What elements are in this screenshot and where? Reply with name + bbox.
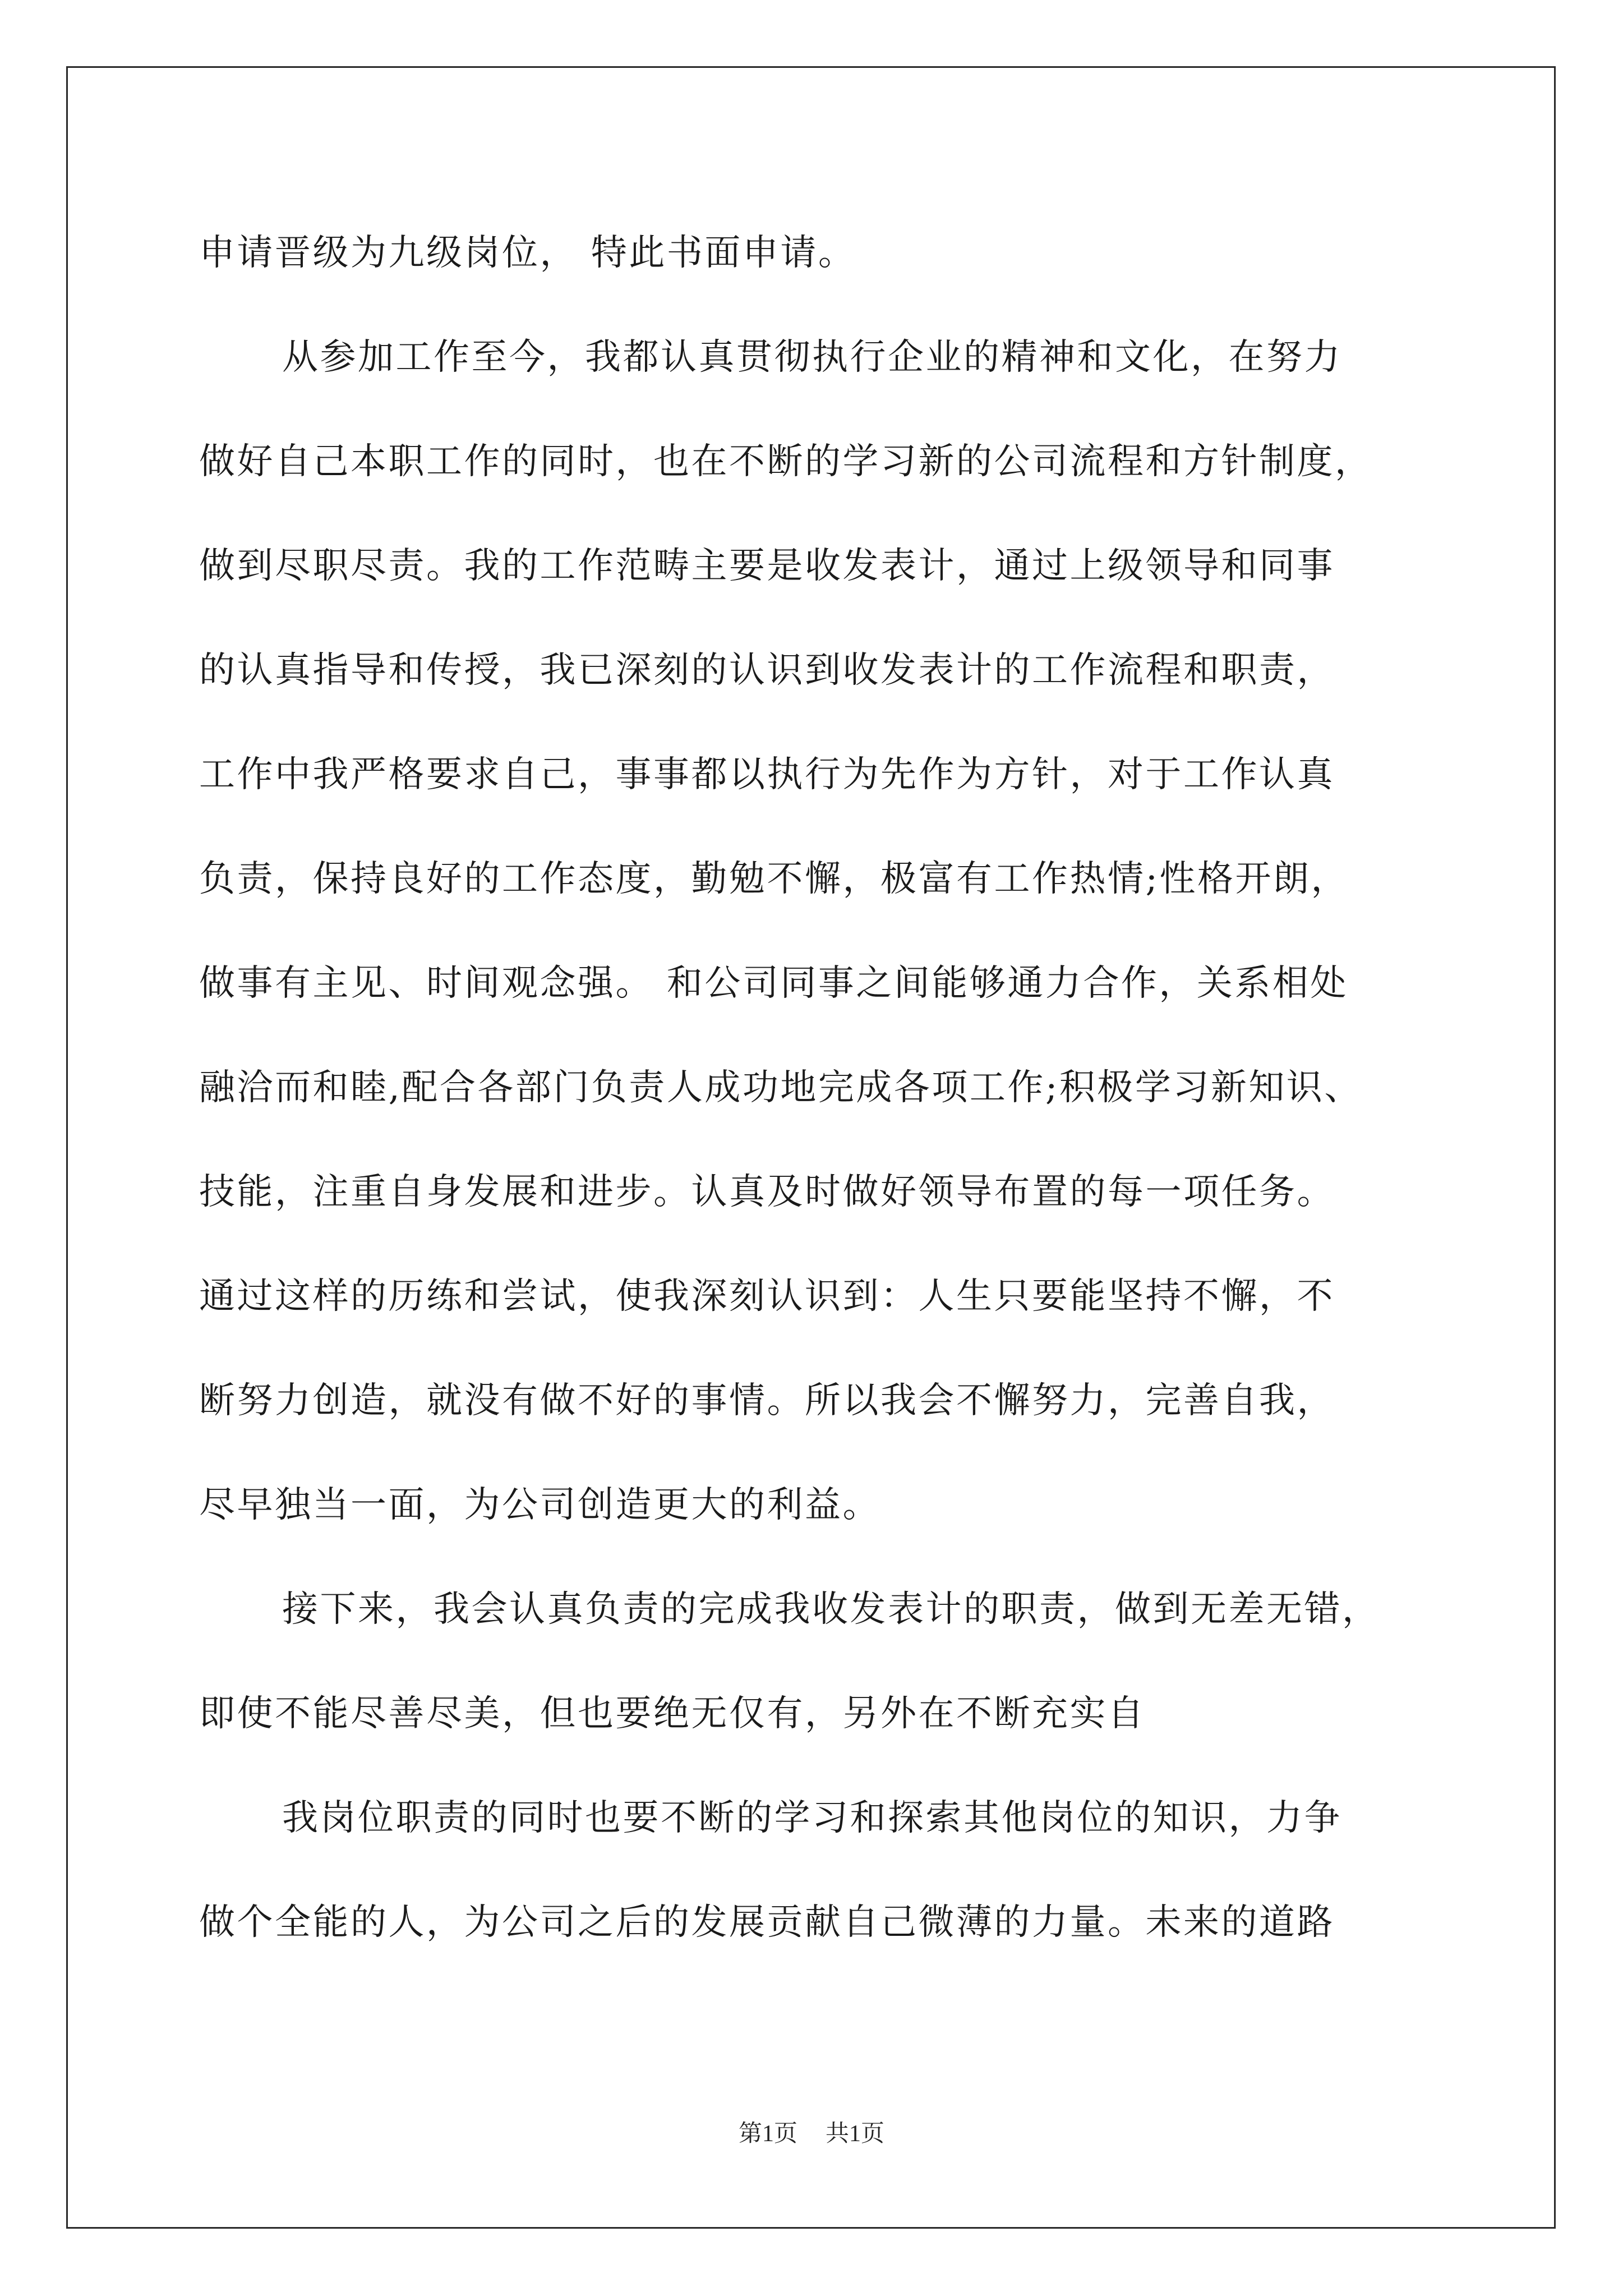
text-line-17: 做个全能的人，为公司之后的发展贡献自己微薄的力量。未来的道路 [199,1902,1335,1943]
text-line-12: 断努力创造，就没有做不好的事情。所以我会不懈努力，完善自我， [199,1380,1335,1421]
text-line-9: 融洽而和睦,配合各部门负责人成功地完成各项工作;积极学习新知识、 [199,1067,1362,1108]
text-line-13: 尽早独当一面，为公司创造更大的利益。 [199,1484,880,1526]
text-line-15: 即使不能尽善尽美，但也要绝无仅有，另外在不断充实自 [199,1693,1146,1734]
text-line-11: 通过这样的历练和尝试，使我深刻认识到：人生只要能坚持不懈，不 [199,1276,1335,1317]
text-line-8: 做事有主见、时间观念强。 和公司同事之间能够通力合作，关系相处 [199,963,1348,1004]
text-line-10: 技能，注重自身发展和进步。认真及时做好领导布置的每一项任务。 [199,1171,1335,1213]
text-line-16: 我岗位职责的同时也要不断的学习和探索其他岗位的知识，力争 [282,1797,1342,1839]
page-number-total: 共1页 [826,2121,885,2147]
text-line-14: 接下来，我会认真负责的完成我收发表计的职责，做到无差无错， [282,1589,1380,1630]
text-line-3: 做好自己本职工作的同时，也在不断的学习新的公司流程和方针制度， [199,441,1373,482]
document-body [199,201,1455,1975]
text-line-2: 从参加工作至今，我都认真贯彻执行企业的精神和文化，在努力 [282,337,1342,378]
text-line-1: 申请晋级为九级岗位， 特此书面申请。 [199,232,856,274]
page-number-current: 第1页 [738,2121,797,2147]
text-line-5: 的认真指导和传授，我已深刻的认识到收发表计的工作流程和职责， [199,650,1335,691]
text-line-6: 工作中我严格要求自己，事事都以执行为先作为方针，对于工作认真 [199,754,1335,795]
text-line-7: 负责，保持良好的工作态度，勤勉不懈，极富有工作热情;性格开朗， [199,858,1349,900]
text-line-4: 做到尽职尽责。我的工作范畴主要是收发表计，通过上级领导和同事 [199,545,1335,587]
page-footer [0,2115,1623,2148]
